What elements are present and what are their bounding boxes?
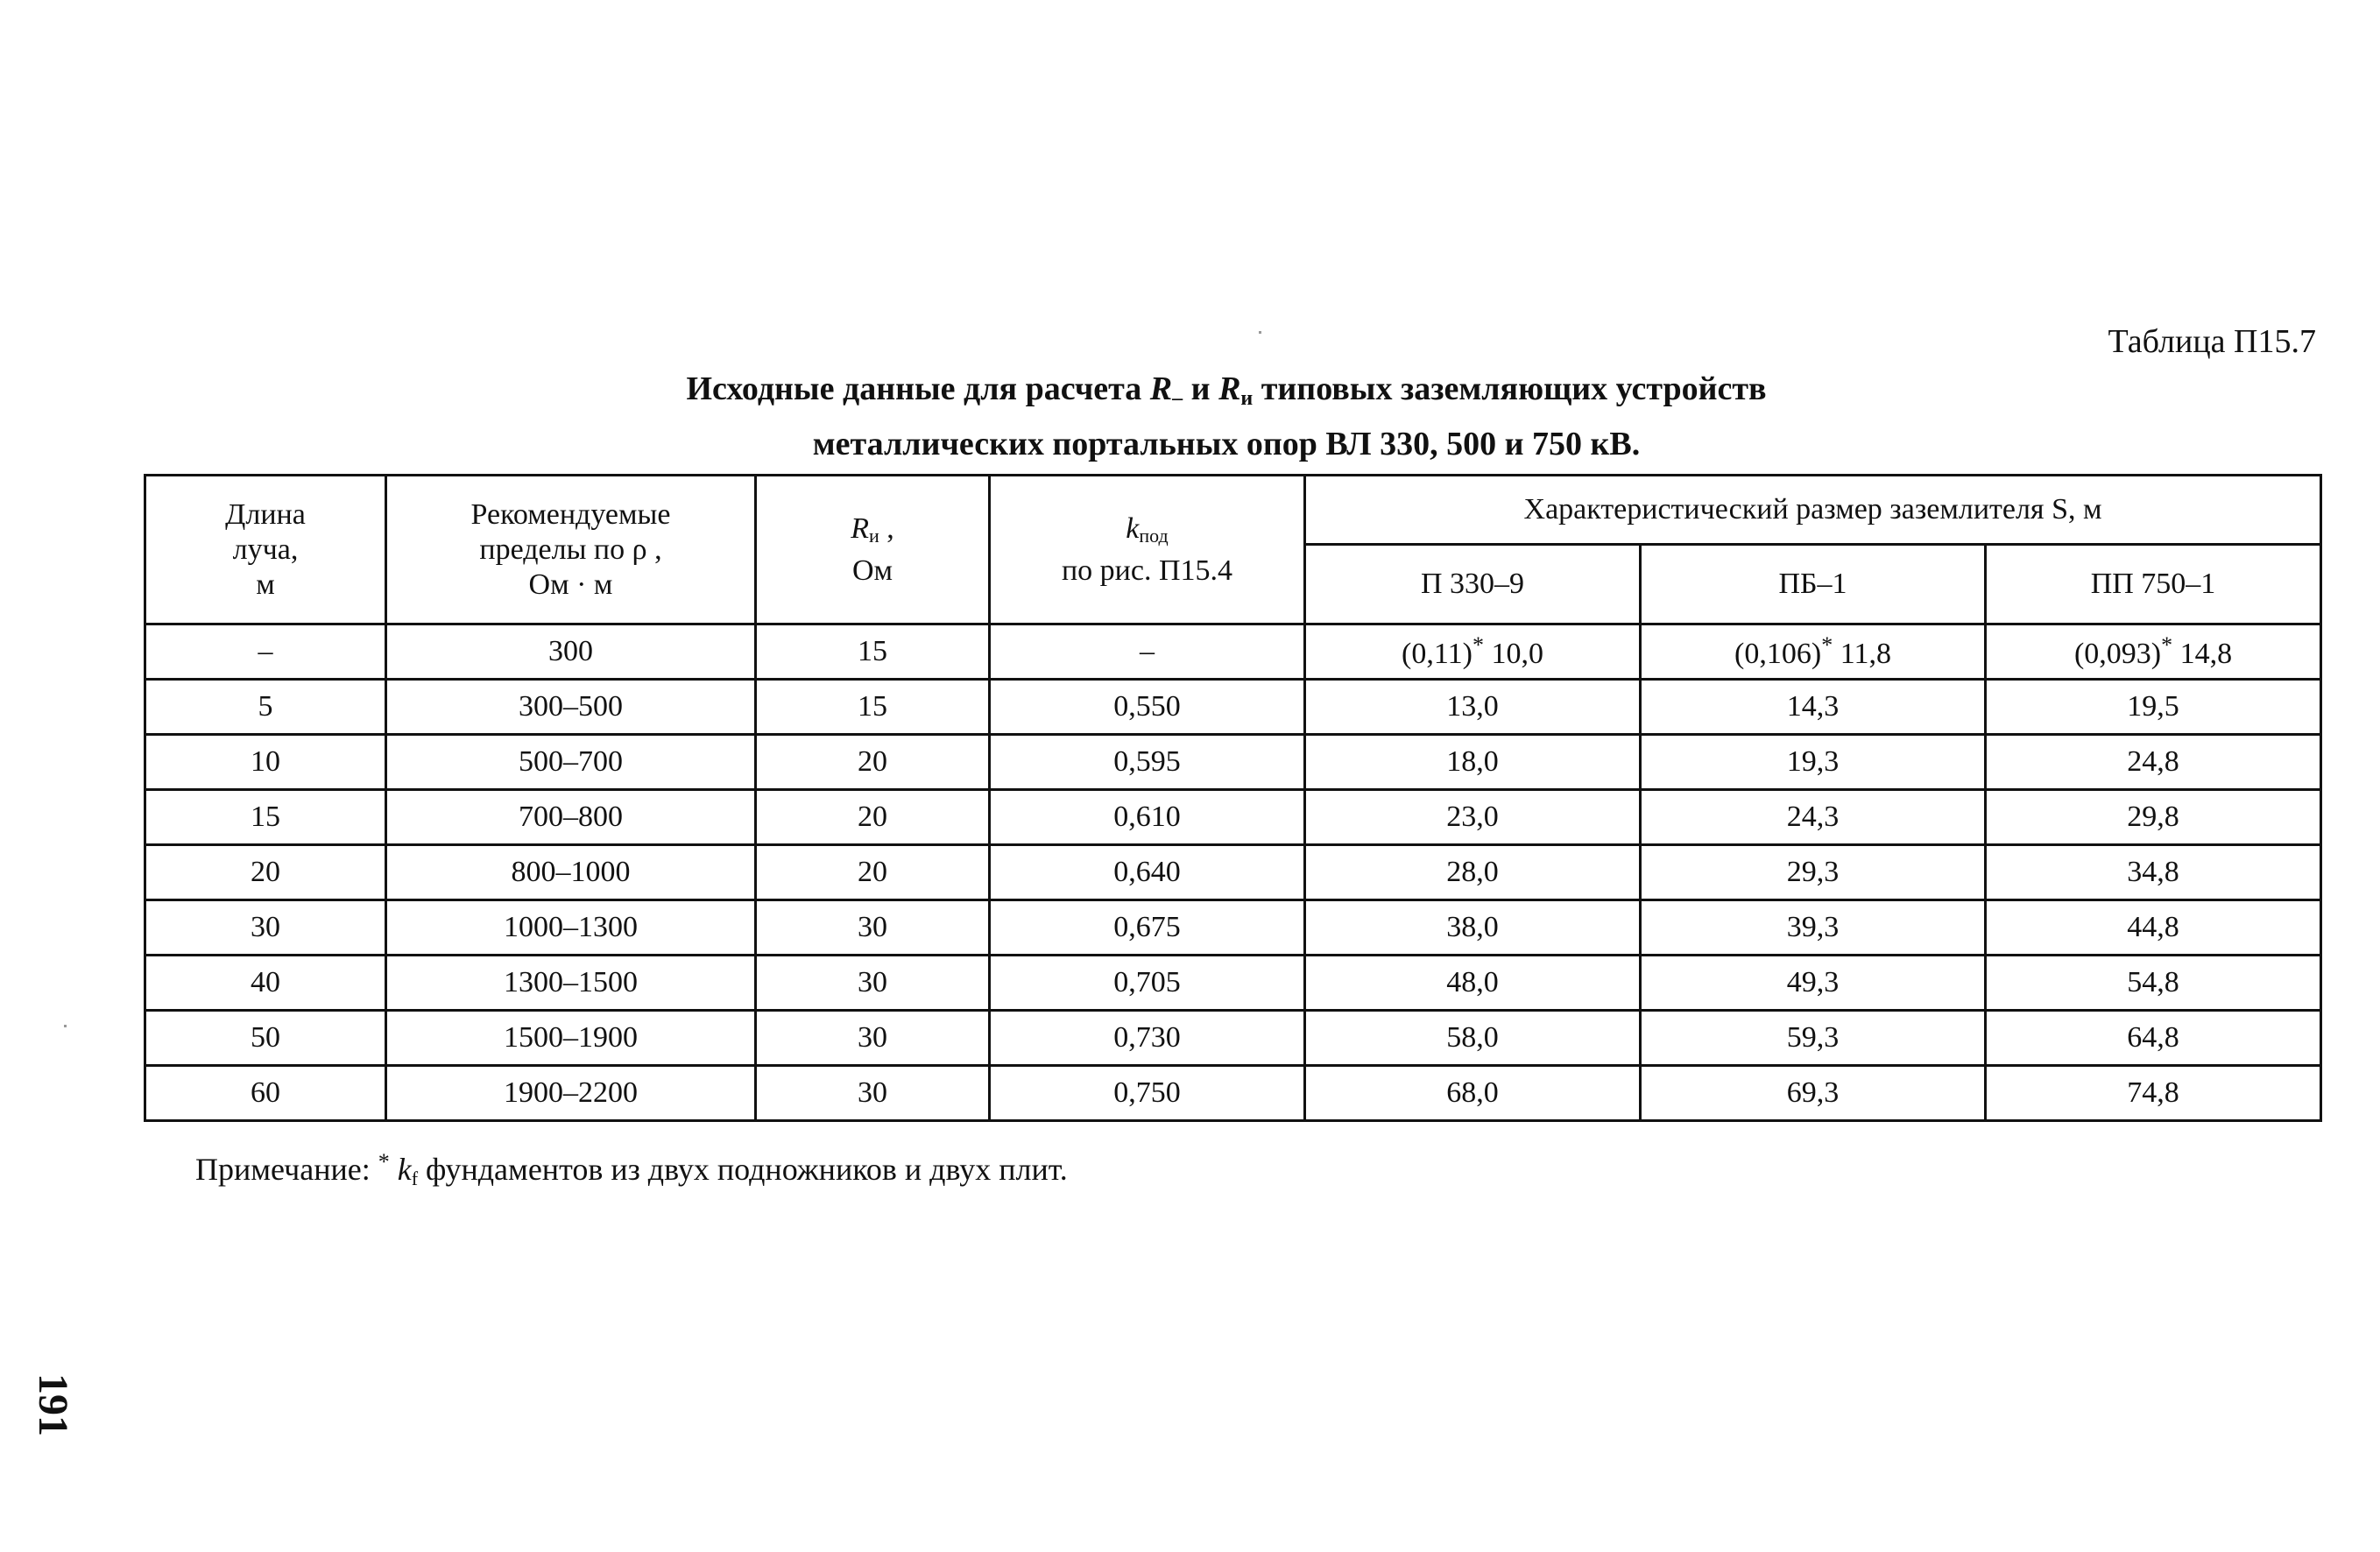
header-kpod: $k_{под}$ по рис. П15.4	[990, 476, 1305, 624]
table-row	[145, 624, 2321, 680]
cell-kpod: –	[990, 624, 1305, 680]
cell-rh: 30	[756, 956, 990, 1011]
table-row	[145, 790, 2321, 845]
cell-rh: 15	[756, 624, 990, 680]
cell-rho: 1900–2200	[386, 1066, 756, 1121]
cell-kpod: 0,675	[990, 900, 1305, 956]
cell-kpod: 0,705	[990, 956, 1305, 1011]
table-note: Примечание: * $k_f$ фундаментов из двух подножников и двух плит.	[195, 1149, 1068, 1189]
table-row	[145, 680, 2321, 735]
cell-s-pb1: 59,3	[1641, 1011, 1986, 1066]
scan-speck	[1259, 331, 1261, 334]
cell-length: 15	[145, 790, 386, 845]
cell-s-pb1: 24,3	[1641, 790, 1986, 845]
cell-rh: 20	[756, 735, 990, 790]
cell-rho: 300	[386, 624, 756, 680]
cell-rho: 1500–1900	[386, 1011, 756, 1066]
title-line-1: Исходные данные для расчета $R_-$ и $R_и$ типовых заземляющих устройств	[686, 370, 1767, 410]
header-size-group: Характеристический размер заземлителя S, м	[1305, 476, 2321, 545]
page-number: 191	[30, 1373, 76, 1436]
cell-s-p330: 68,0	[1305, 1066, 1641, 1121]
table-row	[145, 845, 2321, 900]
header-type-pp750: ПП 750–1	[1986, 545, 2321, 624]
table-row	[145, 1066, 2321, 1121]
cell-length: 30	[145, 900, 386, 956]
cell-s-pp750: 29,8	[1986, 790, 2321, 845]
cell-s-p330: 48,0	[1305, 956, 1641, 1011]
cell-kpod: 0,730	[990, 1011, 1305, 1066]
cell-length: 5	[145, 680, 386, 735]
cell-rh: 15	[756, 680, 990, 735]
table-row	[145, 900, 2321, 956]
data-table	[144, 474, 2322, 1122]
table-row	[145, 735, 2321, 790]
cell-s-pp750: 34,8	[1986, 845, 2321, 900]
cell-rho: 800–1000	[386, 845, 756, 900]
cell-s-p330: 13,0	[1305, 680, 1641, 735]
cell-s-pb1: 19,3	[1641, 735, 1986, 790]
cell-s-pp750: (0,093)* 14,8	[1986, 624, 2321, 680]
cell-kpod: 0,595	[990, 735, 1305, 790]
cell-length: 20	[145, 845, 386, 900]
table-row	[145, 956, 2321, 1011]
cell-rho: 300–500	[386, 680, 756, 735]
cell-kpod: 0,550	[990, 680, 1305, 735]
cell-rh: 20	[756, 845, 990, 900]
cell-rho: 1000–1300	[386, 900, 756, 956]
cell-length: 50	[145, 1011, 386, 1066]
cell-s-pb1: (0,106)* 11,8	[1641, 624, 1986, 680]
cell-s-pp750: 64,8	[1986, 1011, 2321, 1066]
cell-s-pp750: 44,8	[1986, 900, 2321, 956]
cell-rh: 30	[756, 1011, 990, 1066]
cell-s-pb1: 39,3	[1641, 900, 1986, 956]
cell-s-p330: 38,0	[1305, 900, 1641, 956]
cell-s-pp750: 24,8	[1986, 735, 2321, 790]
cell-length: 60	[145, 1066, 386, 1121]
cell-s-p330: 28,0	[1305, 845, 1641, 900]
cell-s-pb1: 69,3	[1641, 1066, 1986, 1121]
cell-length: 10	[145, 735, 386, 790]
cell-kpod: 0,640	[990, 845, 1305, 900]
cell-rh: 30	[756, 1066, 990, 1121]
cell-rho: 700–800	[386, 790, 756, 845]
header-rh: $R_и$ , Ом	[756, 476, 990, 624]
title-line-2: металлических портальных опор ВЛ 330, 500 и 750 кВ.	[812, 426, 1641, 462]
cell-s-pb1: 29,3	[1641, 845, 1986, 900]
cell-kpod: 0,750	[990, 1066, 1305, 1121]
cell-s-pb1: 14,3	[1641, 680, 1986, 735]
cell-s-p330: (0,11)* 10,0	[1305, 624, 1641, 680]
cell-s-p330: 18,0	[1305, 735, 1641, 790]
table-title	[0, 366, 2380, 467]
cell-s-pp750: 74,8	[1986, 1066, 2321, 1121]
table-row	[145, 1011, 2321, 1066]
header-type-p330: П 330–9	[1305, 545, 1641, 624]
cell-rh: 20	[756, 790, 990, 845]
cell-length: –	[145, 624, 386, 680]
scan-speck	[64, 1025, 67, 1027]
cell-s-pb1: 49,3	[1641, 956, 1986, 1011]
cell-rh: 30	[756, 900, 990, 956]
table-label: Таблица П15.7	[2108, 323, 2316, 360]
header-type-pb1: ПБ–1	[1641, 545, 1986, 624]
header-length: Длина луча, м	[145, 476, 386, 624]
cell-s-pp750: 19,5	[1986, 680, 2321, 735]
cell-length: 40	[145, 956, 386, 1011]
cell-rho: 1300–1500	[386, 956, 756, 1011]
cell-s-pp750: 54,8	[1986, 956, 2321, 1011]
cell-s-p330: 23,0	[1305, 790, 1641, 845]
cell-s-p330: 58,0	[1305, 1011, 1641, 1066]
header-rho: Рекомендуемые пределы по ρ , Ом · м	[386, 476, 756, 624]
cell-kpod: 0,610	[990, 790, 1305, 845]
cell-rho: 500–700	[386, 735, 756, 790]
